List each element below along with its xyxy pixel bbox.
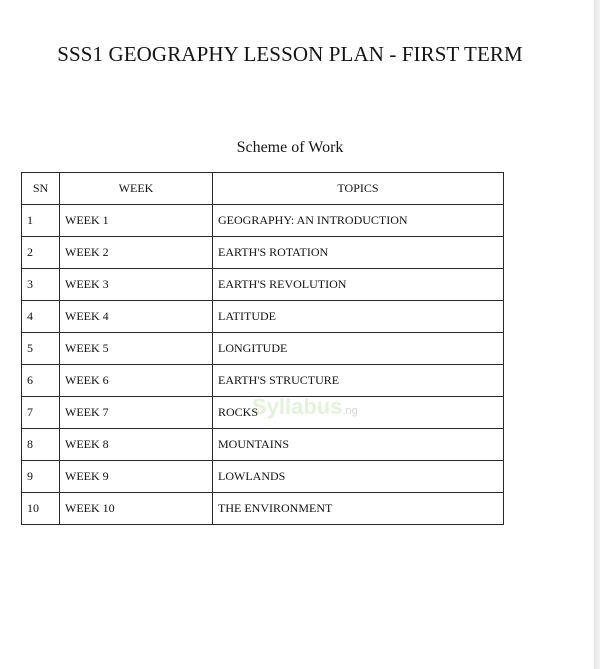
table-row — [22, 461, 504, 493]
cell-week: WEEK 1 — [60, 205, 213, 237]
cell-sn: 6 — [22, 365, 60, 397]
cell-week: WEEK 5 — [60, 333, 213, 365]
table-row — [22, 429, 504, 461]
table-row — [22, 333, 504, 365]
table-row — [22, 237, 504, 269]
cell-sn: 7 — [22, 397, 60, 429]
watermark-name: Syllabus — [252, 394, 343, 419]
header-sn: SN — [22, 173, 60, 205]
table-row — [22, 205, 504, 237]
cell-week: WEEK 7 — [60, 397, 213, 429]
table-row — [22, 301, 504, 333]
cell-topic: EARTH'S ROTATION — [213, 237, 504, 269]
cell-week: WEEK 9 — [60, 461, 213, 493]
table-row — [22, 493, 504, 525]
table-row — [22, 269, 504, 301]
header-row — [22, 173, 504, 205]
cell-sn: 5 — [22, 333, 60, 365]
cell-topic: MOUNTAINS — [213, 429, 504, 461]
header-topics: TOPICS — [213, 173, 504, 205]
cell-sn: 10 — [22, 493, 60, 525]
document-title: SSS1 GEOGRAPHY LESSON PLAN - FIRST TERM — [57, 42, 523, 66]
cell-sn: 2 — [22, 237, 60, 269]
page-edge-shadow — [594, 0, 600, 669]
cell-sn: 4 — [22, 301, 60, 333]
cell-topic: LOWLANDS — [213, 461, 504, 493]
cell-topic: ROCKS — [213, 397, 504, 429]
cell-topic: EARTH'S REVOLUTION — [213, 269, 504, 301]
cell-sn: 8 — [22, 429, 60, 461]
header-week: WEEK — [60, 173, 213, 205]
cell-sn: 1 — [22, 205, 60, 237]
cell-topic: LATITUDE — [213, 301, 504, 333]
cell-sn: 9 — [22, 461, 60, 493]
table-header — [22, 173, 504, 205]
table-body — [22, 205, 504, 525]
scheme-of-work-table — [21, 172, 504, 525]
cell-sn: 3 — [22, 269, 60, 301]
cell-week: WEEK 3 — [60, 269, 213, 301]
table-row — [22, 365, 504, 397]
cell-week: WEEK 4 — [60, 301, 213, 333]
cell-topic: GEOGRAPHY: AN INTRODUCTION — [213, 205, 504, 237]
cell-week: WEEK 10 — [60, 493, 213, 525]
cell-topic: EARTH'S STRUCTURE — [213, 365, 504, 397]
cell-week: WEEK 2 — [60, 237, 213, 269]
cell-topic: THE ENVIRONMENT — [213, 493, 504, 525]
cell-week: WEEK 8 — [60, 429, 213, 461]
watermark-tld: .ng — [342, 405, 358, 417]
table-caption: Scheme of Work — [236, 139, 344, 156]
cell-topic: LONGITUDE — [213, 333, 504, 365]
cell-week: WEEK 6 — [60, 365, 213, 397]
table-row — [22, 397, 504, 429]
